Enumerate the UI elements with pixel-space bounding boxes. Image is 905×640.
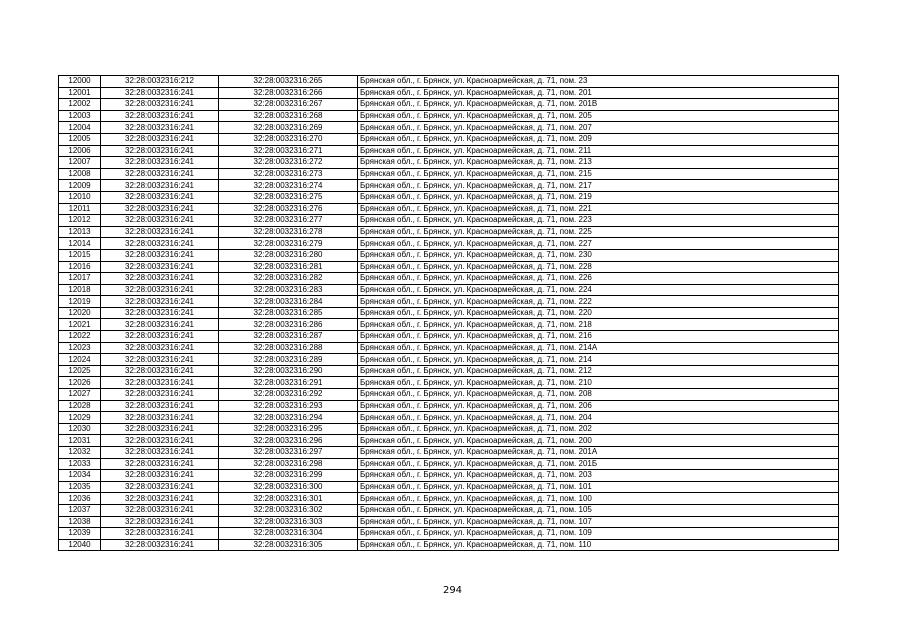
address-cell: Брянская обл., г. Брянск, ул. Красноармейская, д. 71, пом. 216 [358,331,839,343]
cadastral-number-cell: 32:28:0032316:305 [219,539,358,551]
table-row [59,342,839,354]
table-row [59,157,839,169]
parent-cadastral-number-cell: 32:28:0032316:241 [101,110,219,122]
cadastral-number-cell: 32:28:0032316:294 [219,412,358,424]
cadastral-number-cell: 32:28:0032316:287 [219,331,358,343]
row-number-cell: 12019 [59,296,101,308]
cadastral-number-cell: 32:28:0032316:285 [219,307,358,319]
table-row [59,145,839,157]
cadastral-number-cell: 32:28:0032316:286 [219,319,358,331]
cadastral-number-cell: 32:28:0032316:283 [219,284,358,296]
row-number-cell: 12029 [59,412,101,424]
parent-cadastral-number-cell: 32:28:0032316:241 [101,458,219,470]
table-row [59,110,839,122]
row-number-cell: 12010 [59,191,101,203]
address-cell: Брянская обл., г. Брянск, ул. Красноармейская, д. 71, пом. 227 [358,238,839,250]
parent-cadastral-number-cell: 32:28:0032316:241 [101,447,219,459]
cadastral-number-cell: 32:28:0032316:293 [219,400,358,412]
parent-cadastral-number-cell: 32:28:0032316:241 [101,435,219,447]
parent-cadastral-number-cell: 32:28:0032316:241 [101,226,219,238]
row-number-cell: 12001 [59,87,101,99]
parent-cadastral-number-cell: 32:28:0032316:241 [101,307,219,319]
row-number-cell: 12031 [59,435,101,447]
table-row [59,168,839,180]
parent-cadastral-number-cell: 32:28:0032316:241 [101,203,219,215]
cadastral-number-cell: 32:28:0032316:300 [219,481,358,493]
cadastral-number-cell: 32:28:0032316:288 [219,342,358,354]
table-row [59,226,839,238]
row-number-cell: 12030 [59,423,101,435]
address-cell: Брянская обл., г. Брянск, ул. Красноармейская, д. 71, пом. 217 [358,180,839,192]
parent-cadastral-number-cell: 32:28:0032316:241 [101,528,219,540]
parent-cadastral-number-cell: 32:28:0032316:241 [101,493,219,505]
address-cell: Брянская обл., г. Брянск, ул. Красноармейская, д. 71, пом. 206 [358,400,839,412]
table-row [59,331,839,343]
cadastral-number-cell: 32:28:0032316:267 [219,99,358,111]
cadastral-number-cell: 32:28:0032316:276 [219,203,358,215]
address-cell: Брянская обл., г. Брянск, ул. Красноармейская, д. 71, пом. 101 [358,481,839,493]
table-row [59,516,839,528]
cadastral-number-cell: 32:28:0032316:278 [219,226,358,238]
table-row [59,354,839,366]
parent-cadastral-number-cell: 32:28:0032316:241 [101,168,219,180]
row-number-cell: 12015 [59,249,101,261]
address-cell: Брянская обл., г. Брянск, ул. Красноармейская, д. 71, пом. 223 [358,215,839,227]
parent-cadastral-number-cell: 32:28:0032316:241 [101,180,219,192]
address-cell: Брянская обл., г. Брянск, ул. Красноармейская, д. 71, пом. 107 [358,516,839,528]
address-cell: Брянская обл., г. Брянск, ул. Красноармейская, д. 71, пом. 203 [358,470,839,482]
parent-cadastral-number-cell: 32:28:0032316:241 [101,354,219,366]
row-number-cell: 12035 [59,481,101,493]
row-number-cell: 12033 [59,458,101,470]
parent-cadastral-number-cell: 32:28:0032316:241 [101,99,219,111]
cadastral-number-cell: 32:28:0032316:292 [219,389,358,401]
parent-cadastral-number-cell: 32:28:0032316:241 [101,412,219,424]
parent-cadastral-number-cell: 32:28:0032316:241 [101,133,219,145]
table-row [59,504,839,516]
cadastral-number-cell: 32:28:0032316:301 [219,493,358,505]
parent-cadastral-number-cell: 32:28:0032316:241 [101,516,219,528]
table-row [59,470,839,482]
cadastral-number-cell: 32:28:0032316:272 [219,157,358,169]
row-number-cell: 12017 [59,273,101,285]
row-number-cell: 12024 [59,354,101,366]
address-cell: Брянская обл., г. Брянск, ул. Красноармейская, д. 71, пом. 218 [358,319,839,331]
row-number-cell: 12021 [59,319,101,331]
table-row [59,447,839,459]
parent-cadastral-number-cell: 32:28:0032316:212 [101,76,219,88]
address-cell: Брянская обл., г. Брянск, ул. Красноармейская, д. 71, пом. 205 [358,110,839,122]
cadastral-number-cell: 32:28:0032316:268 [219,110,358,122]
address-cell: Брянская обл., г. Брянск, ул. Красноармейская, д. 71, пом. 230 [358,249,839,261]
row-number-cell: 12014 [59,238,101,250]
address-cell: Брянская обл., г. Брянск, ул. Красноармейская, д. 71, пом. 221 [358,203,839,215]
address-cell: Брянская обл., г. Брянск, ул. Красноармейская, д. 71, пом. 201А [358,447,839,459]
table-row [59,412,839,424]
cadastral-number-cell: 32:28:0032316:273 [219,168,358,180]
table-row [59,400,839,412]
table-row [59,377,839,389]
page-number: 294 [442,585,463,596]
cadastral-number-cell: 32:28:0032316:277 [219,215,358,227]
address-cell: Брянская обл., г. Брянск, ул. Красноармейская, д. 71, пом. 226 [358,273,839,285]
cadastral-number-cell: 32:28:0032316:275 [219,191,358,203]
row-number-cell: 12004 [59,122,101,134]
parent-cadastral-number-cell: 32:28:0032316:241 [101,238,219,250]
address-cell: Брянская обл., г. Брянск, ул. Красноармейская, д. 71, пом. 100 [358,493,839,505]
row-number-cell: 12008 [59,168,101,180]
row-number-cell: 12012 [59,215,101,227]
row-number-cell: 12005 [59,133,101,145]
parent-cadastral-number-cell: 32:28:0032316:241 [101,273,219,285]
address-cell: Брянская обл., г. Брянск, ул. Красноармейская, д. 71, пом. 105 [358,504,839,516]
parent-cadastral-number-cell: 32:28:0032316:241 [101,284,219,296]
table-body [59,76,839,551]
table-row [59,423,839,435]
row-number-cell: 12037 [59,504,101,516]
parent-cadastral-number-cell: 32:28:0032316:241 [101,470,219,482]
parent-cadastral-number-cell: 32:28:0032316:241 [101,377,219,389]
address-cell: Брянская обл., г. Брянск, ул. Красноармейская, д. 71, пом. 225 [358,226,839,238]
row-number-cell: 12027 [59,389,101,401]
address-cell: Брянская обл., г. Брянск, ул. Красноармейская, д. 71, пом. 228 [358,261,839,273]
cadastral-number-cell: 32:28:0032316:281 [219,261,358,273]
address-cell: Брянская обл., г. Брянск, ул. Красноармейская, д. 71, пом. 215 [358,168,839,180]
table-row [59,87,839,99]
parent-cadastral-number-cell: 32:28:0032316:241 [101,504,219,516]
address-cell: Брянская обл., г. Брянск, ул. Красноармейская, д. 71, пом. 208 [358,389,839,401]
cadastral-number-cell: 32:28:0032316:304 [219,528,358,540]
table-row [59,458,839,470]
cadastral-number-cell: 32:28:0032316:266 [219,87,358,99]
cadastral-number-cell: 32:28:0032316:271 [219,145,358,157]
address-cell: Брянская обл., г. Брянск, ул. Красноармейская, д. 71, пом. 210 [358,377,839,389]
table-row [59,435,839,447]
parent-cadastral-number-cell: 32:28:0032316:241 [101,400,219,412]
table-row [59,99,839,111]
row-number-cell: 12013 [59,226,101,238]
row-number-cell: 12003 [59,110,101,122]
row-number-cell: 12022 [59,331,101,343]
cadastral-number-cell: 32:28:0032316:291 [219,377,358,389]
parent-cadastral-number-cell: 32:28:0032316:241 [101,319,219,331]
cadastral-number-cell: 32:28:0032316:274 [219,180,358,192]
table-row [59,122,839,134]
row-number-cell: 12018 [59,284,101,296]
row-number-cell: 12007 [59,157,101,169]
cadastral-number-cell: 32:28:0032316:297 [219,447,358,459]
table-row [59,180,839,192]
cadastral-number-cell: 32:28:0032316:295 [219,423,358,435]
table-row [59,307,839,319]
parent-cadastral-number-cell: 32:28:0032316:241 [101,191,219,203]
parent-cadastral-number-cell: 32:28:0032316:241 [101,122,219,134]
cadastral-number-cell: 32:28:0032316:270 [219,133,358,145]
cadastral-number-cell: 32:28:0032316:265 [219,76,358,88]
table-row [59,238,839,250]
row-number-cell: 12028 [59,400,101,412]
parent-cadastral-number-cell: 32:28:0032316:241 [101,423,219,435]
row-number-cell: 12039 [59,528,101,540]
row-number-cell: 12025 [59,365,101,377]
table-row [59,249,839,261]
row-number-cell: 12026 [59,377,101,389]
address-cell: Брянская обл., г. Брянск, ул. Красноармейская, д. 71, пом. 211 [358,145,839,157]
table-row [59,296,839,308]
parent-cadastral-number-cell: 32:28:0032316:241 [101,539,219,551]
table-row [59,261,839,273]
parent-cadastral-number-cell: 32:28:0032316:241 [101,249,219,261]
address-cell: Брянская обл., г. Брянск, ул. Красноармейская, д. 71, пом. 201Б [358,458,839,470]
cadastral-number-cell: 32:28:0032316:280 [219,249,358,261]
cadastral-number-cell: 32:28:0032316:279 [219,238,358,250]
cadastral-number-cell: 32:28:0032316:290 [219,365,358,377]
table-row [59,284,839,296]
row-number-cell: 12000 [59,76,101,88]
row-number-cell: 12009 [59,180,101,192]
row-number-cell: 12002 [59,99,101,111]
address-cell: Брянская обл., г. Брянск, ул. Красноармейская, д. 71, пом. 209 [358,133,839,145]
row-number-cell: 12040 [59,539,101,551]
address-cell: Брянская обл., г. Брянск, ул. Красноармейская, д. 71, пом. 220 [358,307,839,319]
parent-cadastral-number-cell: 32:28:0032316:241 [101,261,219,273]
table-row [59,133,839,145]
address-cell: Брянская обл., г. Брянск, ул. Красноармейская, д. 71, пом. 214 [358,354,839,366]
table-row [59,273,839,285]
table-row [59,203,839,215]
property-table [58,75,839,551]
parent-cadastral-number-cell: 32:28:0032316:241 [101,296,219,308]
table-row [59,528,839,540]
table-row [59,191,839,203]
cadastral-number-cell: 32:28:0032316:289 [219,354,358,366]
address-cell: Брянская обл., г. Брянск, ул. Красноармейская, д. 71, пом. 214А [358,342,839,354]
cadastral-number-cell: 32:28:0032316:269 [219,122,358,134]
table-row [59,389,839,401]
address-cell: Брянская обл., г. Брянск, ул. Красноармейская, д. 71, пом. 219 [358,191,839,203]
address-cell: Брянская обл., г. Брянск, ул. Красноармейская, д. 71, пом. 212 [358,365,839,377]
address-cell: Брянская обл., г. Брянск, ул. Красноармейская, д. 71, пом. 222 [358,296,839,308]
row-number-cell: 12011 [59,203,101,215]
parent-cadastral-number-cell: 32:28:0032316:241 [101,215,219,227]
table-row [59,365,839,377]
table-row [59,319,839,331]
parent-cadastral-number-cell: 32:28:0032316:241 [101,157,219,169]
address-cell: Брянская обл., г. Брянск, ул. Красноармейская, д. 71, пом. 110 [358,539,839,551]
row-number-cell: 12006 [59,145,101,157]
cadastral-number-cell: 32:28:0032316:299 [219,470,358,482]
table-row [59,539,839,551]
address-cell: Брянская обл., г. Брянск, ул. Красноармейская, д. 71, пом. 200 [358,435,839,447]
table-row [59,481,839,493]
table-row [59,493,839,505]
parent-cadastral-number-cell: 32:28:0032316:241 [101,145,219,157]
cadastral-number-cell: 32:28:0032316:296 [219,435,358,447]
parent-cadastral-number-cell: 32:28:0032316:241 [101,87,219,99]
parent-cadastral-number-cell: 32:28:0032316:241 [101,389,219,401]
row-number-cell: 12032 [59,447,101,459]
row-number-cell: 12016 [59,261,101,273]
address-cell: Брянская обл., г. Брянск, ул. Красноармейская, д. 71, пом. 201В [358,99,839,111]
cadastral-number-cell: 32:28:0032316:282 [219,273,358,285]
address-cell: Брянская обл., г. Брянск, ул. Красноармейская, д. 71, пом. 109 [358,528,839,540]
row-number-cell: 12038 [59,516,101,528]
table-row [59,76,839,88]
row-number-cell: 12034 [59,470,101,482]
address-cell: Брянская обл., г. Брянск, ул. Красноармейская, д. 71, пом. 224 [358,284,839,296]
parent-cadastral-number-cell: 32:28:0032316:241 [101,331,219,343]
parent-cadastral-number-cell: 32:28:0032316:241 [101,342,219,354]
cadastral-number-cell: 32:28:0032316:284 [219,296,358,308]
document-page [58,75,838,551]
row-number-cell: 12036 [59,493,101,505]
table-row [59,215,839,227]
cadastral-number-cell: 32:28:0032316:303 [219,516,358,528]
cadastral-number-cell: 32:28:0032316:302 [219,504,358,516]
row-number-cell: 12023 [59,342,101,354]
address-cell: Брянская обл., г. Брянск, ул. Красноармейская, д. 71, пом. 213 [358,157,839,169]
row-number-cell: 12020 [59,307,101,319]
parent-cadastral-number-cell: 32:28:0032316:241 [101,365,219,377]
address-cell: Брянская обл., г. Брянск, ул. Красноармейская, д. 71, пом. 23 [358,76,839,88]
cadastral-number-cell: 32:28:0032316:298 [219,458,358,470]
address-cell: Брянская обл., г. Брянск, ул. Красноармейская, д. 71, пом. 202 [358,423,839,435]
parent-cadastral-number-cell: 32:28:0032316:241 [101,481,219,493]
address-cell: Брянская обл., г. Брянск, ул. Красноармейская, д. 71, пом. 207 [358,122,839,134]
address-cell: Брянская обл., г. Брянск, ул. Красноармейская, д. 71, пом. 201 [358,87,839,99]
address-cell: Брянская обл., г. Брянск, ул. Красноармейская, д. 71, пом. 204 [358,412,839,424]
